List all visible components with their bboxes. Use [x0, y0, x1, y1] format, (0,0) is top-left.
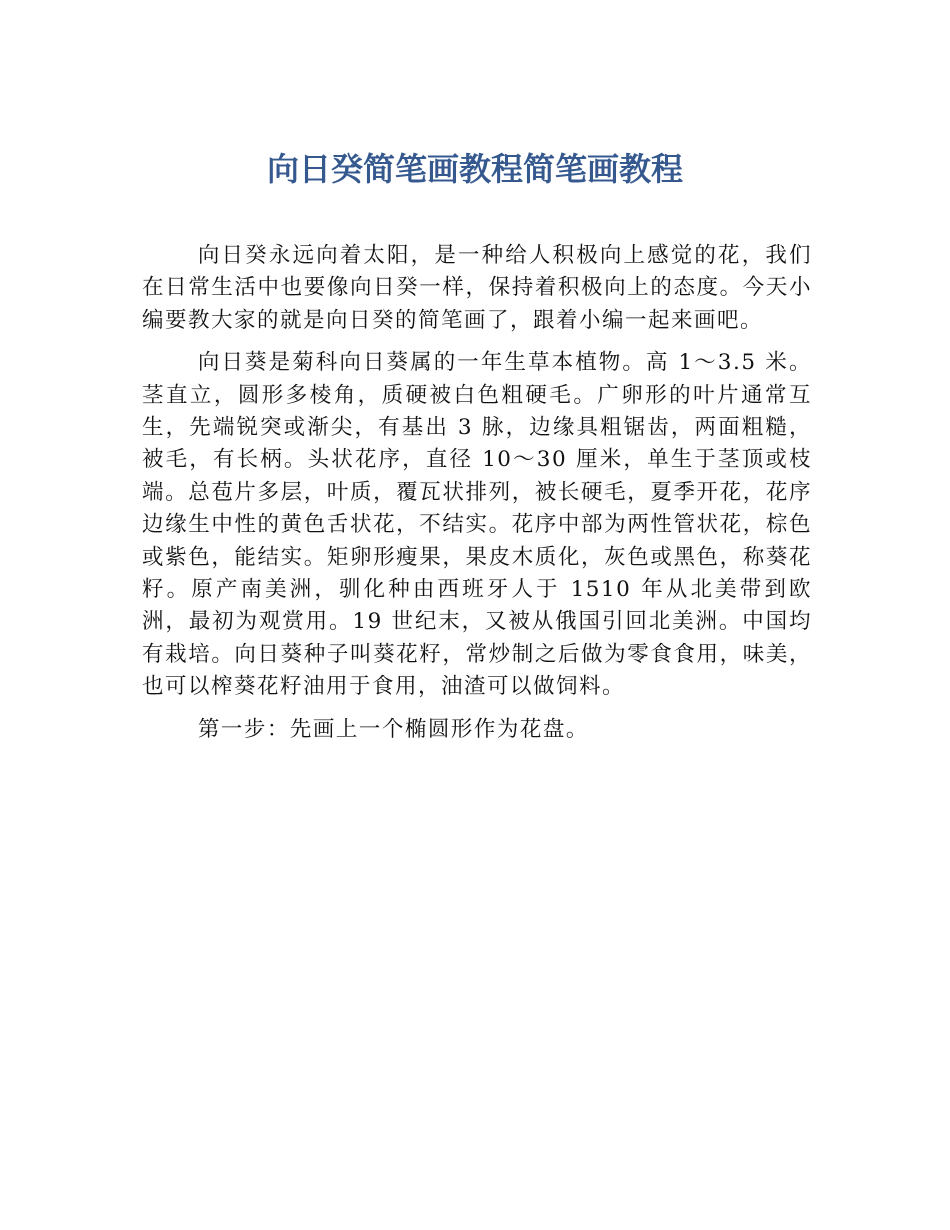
document-body	[142, 240, 812, 756]
document-title: 向日癸简笔画教程简笔画教程	[266, 150, 683, 188]
paragraph-description: 向日葵是菊科向日葵属的一年生草本植物。高 1～3.5 米。茎直立，圆形多棱角，质硬被白色粗硬毛。广卵形的叶片通常互生，先端锐突或渐尖，有基出 3 脉，边缘具粗锯齿，两面粗糙，被毛，有长柄。头状花序，直径 10～30 厘米，单生于茎顶或枝端。总苞片多层，叶质，覆瓦状排列，被长硬毛，夏季开花，花序边缘生中性的黄色舌状花，不结实。花序中部为两性管状花，棕色或紫色，能结实。矩卵形瘦果，果皮木质化，灰色或黑色，称葵花籽。原产南美洲，驯化种由西班牙人于 1510 年从北美带到欧洲，最初为观赏用。19 世纪末，又被从俄国引回北美洲。中国均有栽培。向日葵种子叫葵花籽，常炒制之后做为零食食用，味美，也可以榨葵花籽油用于食用，油渣可以做饲料。	[142, 350, 812, 700]
paragraph-step-one: 第一步：先画上一个椭圆形作为花盘。	[197, 716, 589, 742]
paragraph-intro: 向日癸永远向着太阳，是一种给人积极向上感觉的花，我们在日常生活中也要像向日癸一样，保持着积极向上的态度。今天小编要教大家的就是向日癸的简笔画了，跟着小编一起来画吧。	[142, 243, 812, 333]
